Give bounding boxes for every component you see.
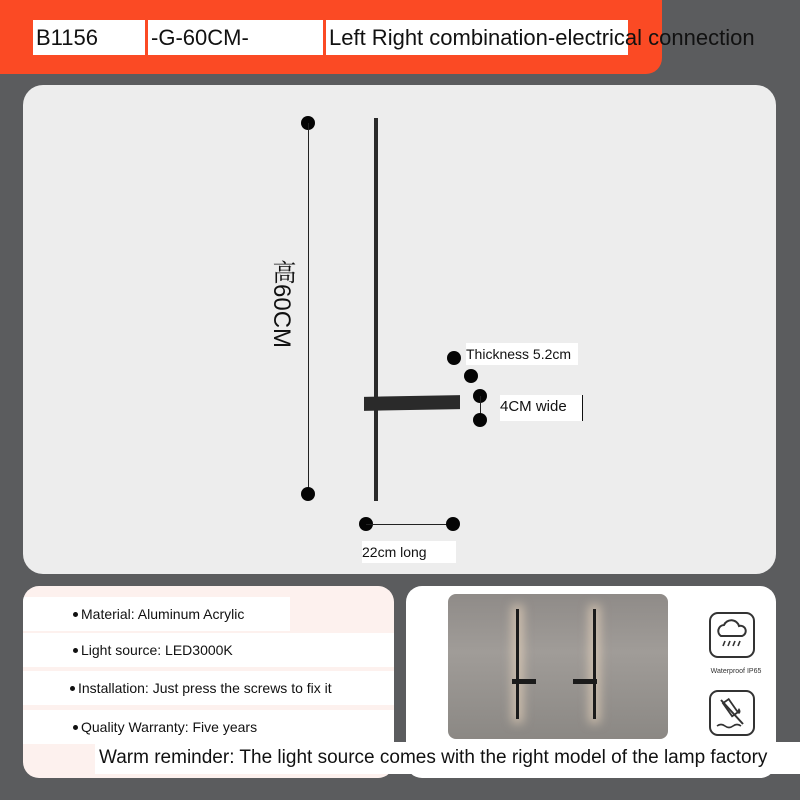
spec-light-source-text: Light source: LED3000K xyxy=(81,642,233,658)
length-label: 22cm long xyxy=(362,541,456,563)
combination-label: Left Right combination-electrical connection xyxy=(326,20,628,55)
lamp-glow-left xyxy=(516,609,519,719)
lamp-rod xyxy=(374,118,378,501)
spec-material xyxy=(23,597,290,631)
test-tube-icon xyxy=(709,690,755,736)
dimension-diagram xyxy=(23,85,776,574)
spec-warranty-text: Quality Warranty: Five years xyxy=(81,719,258,735)
product-photo xyxy=(448,594,668,739)
size-code: -G-60CM- xyxy=(148,20,323,55)
lamp-arm-right xyxy=(573,679,597,684)
bullet-icon xyxy=(73,725,78,730)
lamp-arm xyxy=(364,395,460,411)
spec-light-source xyxy=(23,633,394,667)
length-marker-right xyxy=(446,517,460,531)
waterproof-label: Waterproof IP65 xyxy=(710,668,762,675)
warm-reminder: Warm reminder: The light source comes with the right model of the lamp factory xyxy=(95,742,800,774)
width-marker-bottom xyxy=(473,413,487,427)
spec-installation xyxy=(23,671,394,705)
bullet-icon xyxy=(73,648,78,653)
thickness-label: Thickness 5.2cm xyxy=(466,343,578,365)
spec-installation-text: Installation: Just press the screws to fix it xyxy=(78,680,332,696)
thickness-marker-1 xyxy=(447,351,461,365)
height-bottom-marker xyxy=(301,487,315,501)
width-label: 4CM wide xyxy=(500,395,583,421)
height-dimension-line xyxy=(308,123,309,493)
bullet-icon xyxy=(73,612,78,617)
spec-material-text: Material: Aluminum Acrylic xyxy=(81,606,245,622)
lamp-glow-right xyxy=(593,609,596,719)
height-label: 高60CM xyxy=(268,260,295,349)
length-dimension-line xyxy=(366,524,453,525)
bullet-icon xyxy=(70,686,75,691)
thickness-marker-2 xyxy=(464,369,478,383)
model-code: B1156 xyxy=(33,20,145,55)
spec-warranty xyxy=(23,710,394,744)
rain-cloud-icon xyxy=(709,612,755,658)
lamp-arm-left xyxy=(512,679,536,684)
